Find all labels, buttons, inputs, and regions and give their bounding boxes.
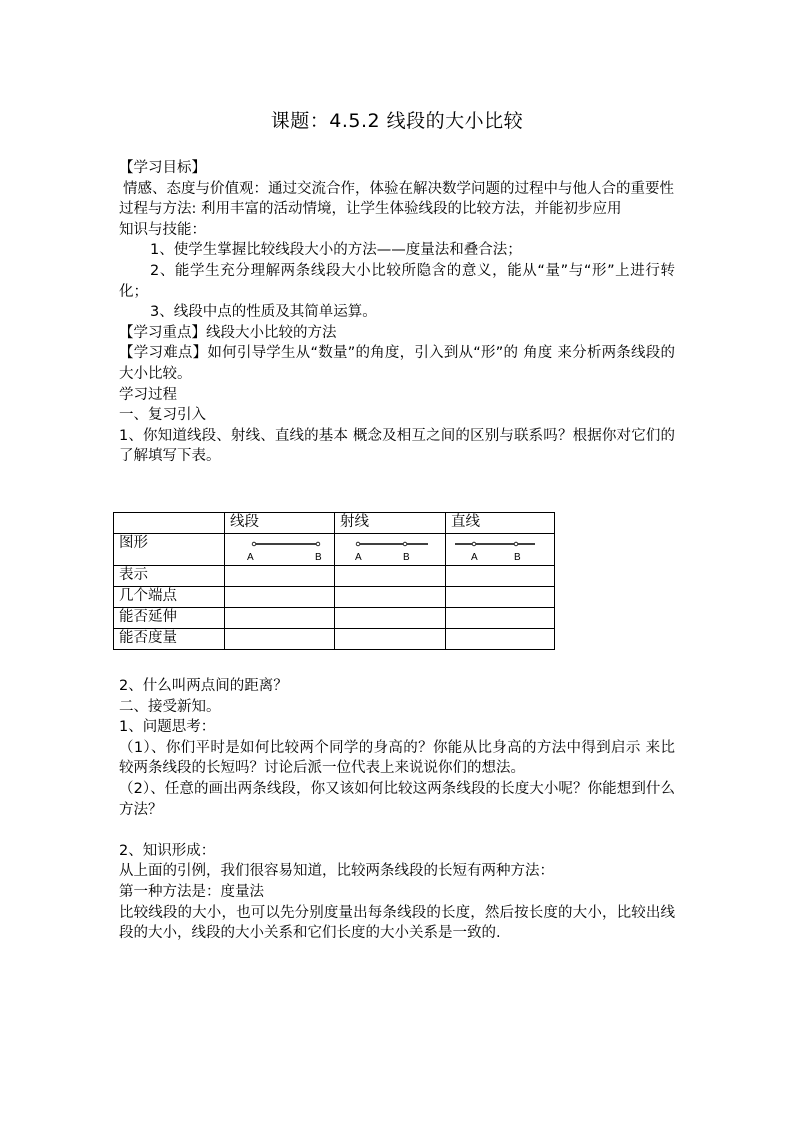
content-bottom xyxy=(119,676,675,944)
page-title: 课题：4.5.2 线段的大小比较 xyxy=(270,110,524,132)
goals-process: 过程与方法: 利用丰富的活动情境，让学生体验线段的比较方法，并能初步应用 xyxy=(119,201,622,218)
table-cell xyxy=(225,566,335,587)
segment-figure xyxy=(230,534,334,564)
ray-label-a: A xyxy=(355,552,362,563)
table-row-label: 图形 xyxy=(114,534,225,566)
table-cell xyxy=(225,608,335,629)
ray-figure xyxy=(340,534,445,564)
line-figure-cell xyxy=(446,534,555,566)
goals-item-1: 1、使学生掌握比较线段大小的方法——度量法和叠合法； xyxy=(150,242,522,259)
think-question-1: （1）、你们平时是如何比较两个同学的身高的？你能从比身高的方法中得到启示 来比较两条线段的长短吗？讨论后派一位代表上来说说你们的想法。 xyxy=(119,739,675,777)
table-row xyxy=(114,629,555,650)
table-row-label: 能否延伸 xyxy=(114,608,225,629)
method-1-description: 比较线段的大小，也可以先分别度量出每条线段的长度，然后按长度的大小，比较出线段的大小，线段的大小关系和它们长度的大小关系是一致的. xyxy=(119,904,675,942)
table-row-label: 几个端点 xyxy=(114,587,225,608)
table-cell xyxy=(446,566,555,587)
new-knowledge-heading: 二、接受新知。 xyxy=(119,698,221,715)
segment-point-b xyxy=(316,542,320,546)
table-header-cell xyxy=(114,513,225,534)
table-cell xyxy=(446,587,555,608)
table-header-cell: 射线 xyxy=(335,513,446,534)
table-cell xyxy=(446,629,555,650)
ray-point-b xyxy=(403,542,407,546)
comparison-table xyxy=(113,512,555,650)
line-point-b xyxy=(514,542,518,546)
table-header-cell: 线段 xyxy=(225,513,335,534)
segment-label-a: A xyxy=(247,552,254,563)
table-cell xyxy=(335,587,446,608)
knowledge-formation-heading: 2、知识形成： xyxy=(119,842,216,859)
table-cell xyxy=(335,629,446,650)
table-row-label: 表示 xyxy=(114,566,225,587)
content-top xyxy=(119,158,675,467)
ray-label-b: B xyxy=(403,552,410,563)
think-question-2: （2）、任意的画出两条线段，你又该如何比较这两条线段的长度大小呢？你能想到什么方法？ xyxy=(119,780,675,818)
ray-figure-cell xyxy=(335,534,446,566)
goals-emotion: 情感、态度与价值观：通过交流合作，体验在解决数学问题的过程中与他人合的重要性 xyxy=(123,180,674,197)
review-heading: 一、复习引入 xyxy=(119,407,206,424)
process-heading: 学习过程 xyxy=(119,386,177,403)
table-row xyxy=(114,566,555,587)
goals-item-3: 3、线段中点的性质及其简单运算。 xyxy=(150,304,377,321)
spacer xyxy=(119,820,675,841)
knowledge-formation-intro: 从上面的引例，我们很容易知道，比较两条线段的长短有两种方法： xyxy=(119,863,554,880)
goals-item-2: 2、能学生充分理解两条线段大小比较所隐含的意义，能从“量”与“形”上进行转化； xyxy=(119,262,675,300)
ray-point-a xyxy=(356,542,360,546)
line-label-a: A xyxy=(471,552,478,563)
goals-knowledge: 知识与技能： xyxy=(119,221,206,238)
table-cell xyxy=(335,608,446,629)
table-cell xyxy=(335,566,446,587)
line-label-b: B xyxy=(514,552,521,563)
line-figure xyxy=(451,534,554,564)
table-row xyxy=(114,587,555,608)
table-cell xyxy=(225,629,335,650)
segment-label-b: B xyxy=(315,552,322,563)
table-header-cell: 直线 xyxy=(446,513,555,534)
table-row-label: 能否度量 xyxy=(114,629,225,650)
key-point: 【学习重点】线段大小比较的方法 xyxy=(119,324,337,341)
goals-heading: 【学习目标】 xyxy=(119,160,206,176)
review-question-1: 1、你知道线段、射线、直线的基本 概念及相互之间的区别与联系吗？根据你对它们的了解填写下表。 xyxy=(119,427,675,465)
table-row xyxy=(114,534,555,566)
segment-figure-cell xyxy=(225,534,335,566)
method-1-heading: 第一种方法是：度量法 xyxy=(119,883,264,900)
difficulty: 【学习难点】如何引导学生从“数量”的角度，引入到从“形”的 角度 来分析两条线段的大小比较。 xyxy=(119,345,675,382)
table-header-row xyxy=(114,513,555,534)
table-cell xyxy=(446,608,555,629)
question-2: 2、什么叫两点间的距离？ xyxy=(119,678,288,694)
segment-point-a xyxy=(252,542,256,546)
table-row xyxy=(114,608,555,629)
table-cell xyxy=(225,587,335,608)
line-point-a xyxy=(472,542,476,546)
think-heading: 1、问题思考： xyxy=(119,719,216,736)
